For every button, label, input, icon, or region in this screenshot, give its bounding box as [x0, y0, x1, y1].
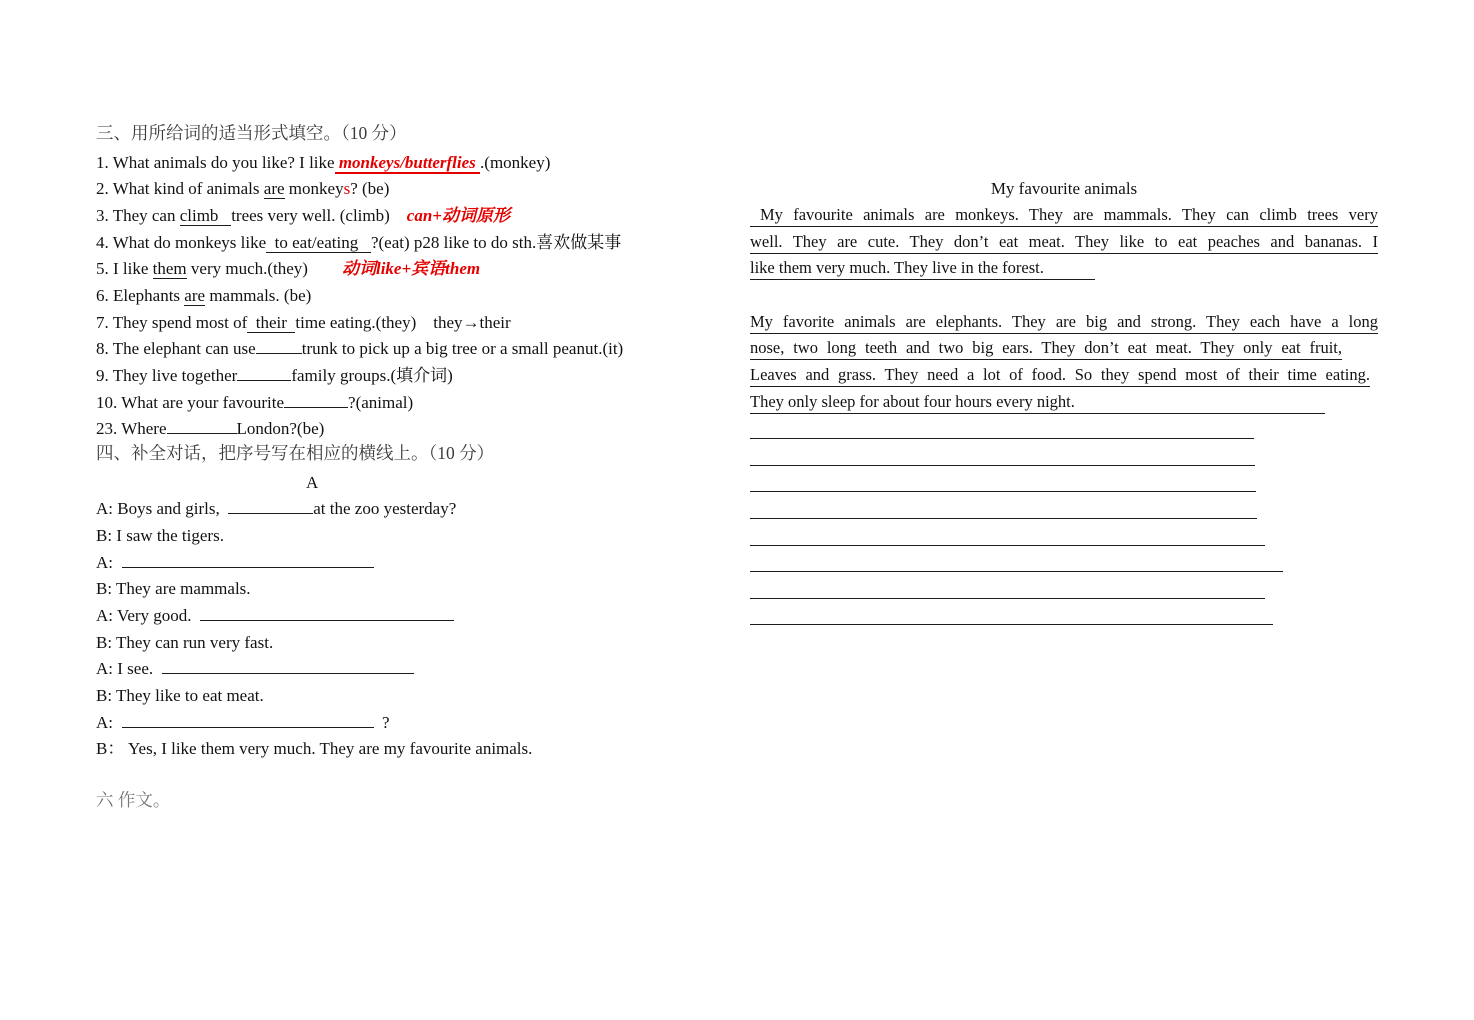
question-5-pre: 5. I like [96, 259, 153, 278]
question-23-post: London?(be) [236, 419, 325, 438]
dialogue-a3-pre: A: Very good. [96, 606, 201, 625]
question-9-post: family groups.(填介词) [291, 366, 453, 385]
right-column [750, 0, 1378, 1020]
question-10-pre: 10. What are your favourite [96, 393, 285, 412]
dialogue-a5-pre: A: [96, 713, 122, 732]
question-4-pre: 4. What do monkeys like [96, 233, 267, 252]
blank-answer-line [750, 518, 1257, 519]
question-6-pre: 6. Elephants [96, 286, 185, 305]
essay-title: My favourite animals [990, 179, 1138, 198]
question-6-post: mammals. (be) [205, 286, 312, 305]
question-2-red-suffix: s [343, 179, 351, 198]
question-10-blank [284, 389, 348, 408]
dialogue-line-a4 [96, 655, 414, 682]
question-7-post: time eating.(they) they→their [295, 313, 511, 332]
question-2-pre: 2. What kind of animals [96, 179, 264, 198]
dialogue-line-b2: B: They are mammals. [96, 579, 251, 598]
blank-answer-line [750, 545, 1265, 546]
blank-answer-line [750, 598, 1265, 599]
left-column [96, 0, 711, 1020]
question-1-pre: 1. What animals do you like? I like [96, 153, 335, 172]
section4-heading: 四、补全对话，把序号写在相应的横线上。（10 分） [96, 443, 495, 463]
question-1 [96, 149, 550, 176]
essay-para2-line2: nose, two long teeth and two big ears. They don’t eat meat. They only eat fruit, [750, 335, 1342, 360]
question-23-blank [167, 415, 237, 434]
dialogue-line-b5: B： Yes, I like them very much. They are my favourite animals. [96, 739, 533, 758]
essay-para1-line3: like them very much. They live in the forest. [750, 255, 1095, 280]
essay-para1-line1: My favourite animals are monkeys. They are mammals. They can climb trees very [750, 202, 1378, 227]
question-2-answer: are [263, 179, 285, 198]
question-1-answer: monkeys/butterflies [334, 153, 481, 172]
question-5-annotation: 动词like+宾语them [341, 259, 481, 278]
question-3-pre: 3. They can [96, 206, 180, 225]
question-9-blank [237, 362, 291, 381]
question-2-post: ? (be) [350, 179, 390, 198]
essay-para1-line2: well. They are cute. They don’t eat meat. They like to eat peaches and bananas. I [750, 229, 1378, 254]
question-3-answer: climb [179, 206, 232, 225]
dialogue-a5-blank [122, 709, 374, 728]
blank-answer-line [750, 624, 1273, 625]
section3-heading: 三、用所给词的适当形式填空。（10 分） [96, 123, 407, 143]
blank-answer-line [750, 438, 1254, 439]
question-9-pre: 9. They live together [96, 366, 238, 385]
section6-heading: 六 作文。 [96, 790, 171, 810]
dialogue-line-a1 [96, 495, 456, 522]
question-5-answer: them [152, 259, 187, 278]
blank-answer-line [750, 571, 1283, 572]
question-10 [96, 389, 413, 416]
dialogue-a3-blank [200, 602, 454, 621]
dialogue-line-b1: B: I saw the tigers. [96, 526, 224, 545]
question-6-answer: are [184, 286, 206, 305]
essay-para2-line1: My favorite animals are elephants. They are big and strong. They each have a long [750, 309, 1378, 334]
question-23 [96, 415, 324, 442]
question-5 [96, 255, 480, 282]
dialogue-a5-post: ? [373, 713, 390, 732]
dialogue-a4-pre: A: I see. [96, 659, 162, 678]
dialogue-a1-post: at the zoo yesterday? [313, 499, 457, 518]
dialogue-a4-blank [162, 655, 414, 674]
dialogue-line-a3 [96, 602, 454, 629]
dialogue-line-a2 [96, 549, 374, 576]
question-4-answer: to eat/eating [266, 233, 371, 252]
dialogue-line-a5 [96, 709, 390, 736]
blank-answer-line [750, 491, 1256, 492]
dialogue-part-label: A [306, 473, 319, 492]
dialogue-line-b4: B: They like to eat meat. [96, 686, 264, 705]
dialogue-line-b3: B: They can run very fast. [96, 633, 274, 652]
dialogue-a1-pre: A: Boys and girls, [96, 499, 229, 518]
question-3 [96, 202, 510, 229]
essay-para2-line4: They only sleep for about four hours every night. [750, 389, 1325, 414]
dialogue-a2-blank [122, 549, 374, 568]
question-3-annotation: can+动词原形 [406, 206, 510, 225]
question-8-blank [256, 335, 302, 354]
question-3-post: trees very well. (climb) [231, 206, 407, 225]
question-7-answer: their [247, 313, 296, 332]
question-10-post: ?(animal) [348, 393, 414, 412]
question-2-mid: monkey [284, 179, 344, 198]
question-23-pre: 23. Where [96, 419, 167, 438]
question-8 [96, 335, 623, 362]
question-4-post: ?(eat) p28 like to do sth.喜欢做某事 [370, 233, 622, 252]
dialogue-a2-pre: A: [96, 553, 122, 572]
question-7 [96, 309, 511, 336]
question-8-post: trunk to pick up a big tree or a small peanut.(it) [301, 339, 624, 358]
dialogue-a1-blank [228, 495, 313, 514]
question-5-post: very much.(they) [186, 259, 342, 278]
question-1-post: .(monkey) [480, 153, 551, 172]
question-9 [96, 362, 453, 389]
blank-answer-line [750, 465, 1255, 466]
question-2 [96, 175, 389, 202]
question-6 [96, 282, 311, 309]
essay-para2-line3: Leaves and grass. They need a lot of food. So they spend most of their time eating. [750, 362, 1370, 387]
question-4 [96, 229, 621, 256]
question-8-pre: 8. The elephant can use [96, 339, 256, 358]
question-7-pre: 7. They spend most of [96, 313, 248, 332]
